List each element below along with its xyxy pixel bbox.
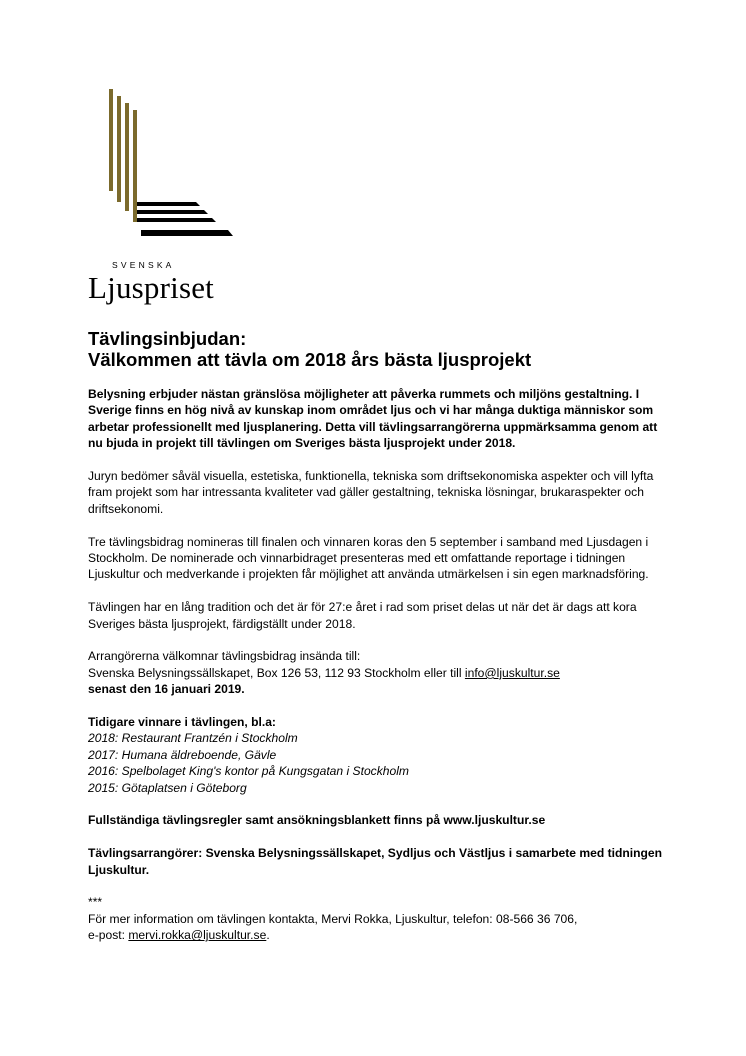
winner-item: 2016: Spelbolaget King's kontor på Kungsgatan i Stockholm (88, 764, 409, 779)
rules-text: Fullständiga tävlingsregler samt ansökningsblankett finns på www.ljuskultur.se (88, 813, 546, 828)
winner-item: 2018: Restaurant Frantzén i Stockholm (88, 731, 298, 746)
address-text: Svenska Belysningssällskapet, Box 126 53, 112 93 Stockholm eller till (88, 665, 465, 680)
submission-intro: Arrangörerna välkomnar tävlingsbidrag insända till: (88, 649, 361, 664)
contact-email-link[interactable]: mervi.rokka@ljuskultur.se (128, 928, 267, 943)
ljuspriset-logo (88, 86, 248, 310)
contact-email-line (88, 927, 668, 943)
tradition-paragraph: Tävlingen har en lång tradition och det är för 27:e året i rad som priset delas ut när det är dags att kora Sveriges bästa ljusprojekt, färdigställt under 2018. (88, 600, 637, 631)
contact-prefix: e-post: (88, 928, 129, 943)
info-email-link[interactable]: info@ljuskultur.se (464, 665, 560, 680)
document-body (88, 328, 668, 944)
page-title (88, 328, 668, 370)
winner-item: 2017: Humana äldreboende, Gävle (88, 747, 277, 762)
title-line-1: Tävlingsinbjudan: (88, 328, 247, 349)
logo-top-text: SVENSKA (112, 260, 175, 270)
organizers-text: Tävlingsarrangörer: Svenska Belysningssällskapet, Sydljus och Västljus i samarbete med tidningen Ljuskultur. (88, 846, 662, 877)
contact-suffix: . (266, 928, 270, 943)
winners-title: Tidigare vinnare i tävlingen, bl.a: (88, 715, 276, 730)
title-line-2: Välkommen att tävla om 2018 års bästa ljusprojekt (88, 349, 532, 370)
winner-item: 2015: Götaplatsen i Göteborg (88, 780, 247, 795)
intro-paragraph: Belysning erbjuder nästan gränslösa möjligheter att påverka rummets och miljöns gestaltning. I Sverige finns en hög nivå av kunskap inom området ljus och vi har många duktiga människor som arbetar professionellt med ljusplanering. Detta vill tävlingsarrangörerna uppmärksamma genom att nu bjuda in projekt till tävlingen om Sveriges bästa ljusprojekt under 2018. (88, 387, 658, 451)
nominations-paragraph: Tre tävlingsbidrag nomineras till finalen och vinnaren koras den 5 september i samband med Ljusdagen i Stockholm. De nominerade och vinnarbidraget presenteras med ett omfattande reportage i tidningen Ljuskultur och medverkande i projekten får möjlighet att använda utmärkelsen i sin egen marknadsföring. (88, 534, 649, 582)
logo-main-text: Ljuspriset (88, 270, 214, 305)
contact-line: För mer information om tävlingen kontakta, Mervi Rokka, Ljuskultur, telefon: 08-566 36 706, (88, 911, 578, 926)
separator: *** (88, 895, 103, 910)
deadline-text: senast den 16 januari 2019. (88, 682, 245, 697)
jury-paragraph: Juryn bedömer såväl visuella, estetiska, funktionella, tekniska som driftsekonomiska aspekter och vill lyfta fram projekt som har intressanta kvaliteter vad gäller gestaltning, tekniska lösningar, brukaraspekter och driftsekonomi. (88, 469, 654, 516)
logo-mark-icon (88, 86, 248, 246)
submission-address (88, 665, 668, 681)
